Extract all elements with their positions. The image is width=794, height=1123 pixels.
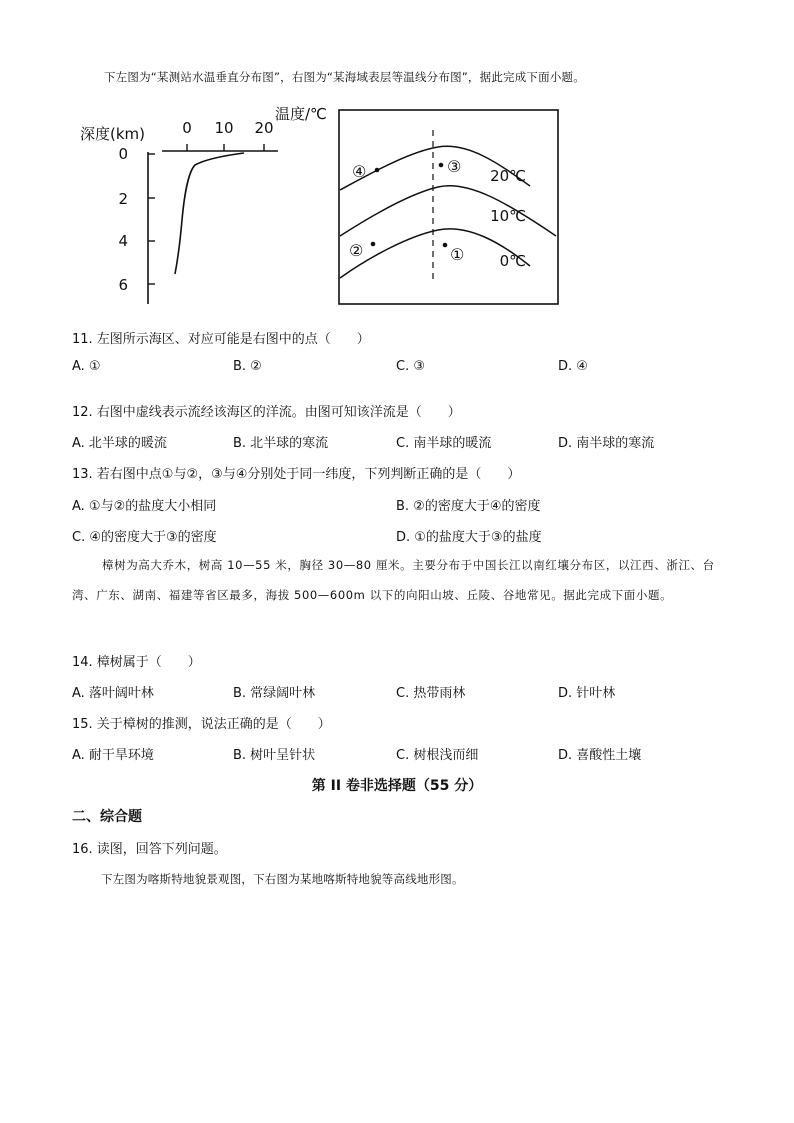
point-4-marker <box>375 168 380 173</box>
isotherm-label-20: 20℃ <box>490 167 526 185</box>
question-16-stem: 16. 读图，回答下列问题。 <box>72 842 227 857</box>
q15-option-b: B. 树叶呈针状 <box>233 748 316 763</box>
point-1-marker <box>443 243 448 248</box>
point-4-label: ④ <box>352 162 367 181</box>
section-two-heading: 二、综合题 <box>72 809 142 825</box>
question-16-intro: 下左图为喀斯特地貌景观图，下右图为某地喀斯特地貌等高线地形图。 <box>101 872 464 886</box>
x-tick-0: 0 <box>182 119 192 137</box>
q15-option-a: A. 耐干旱环境 <box>72 748 154 763</box>
isotherm-label-10: 10℃ <box>490 207 526 225</box>
camphor-passage: 樟树为高大乔木，树高 10—55 米，胸径 30—80 厘米。主要分布于中国长江以南红壤分布区，以江西、浙江、台湾、广东、湖南、福建等省区最多，海拔 500—600m 以下的向阳山坡、丘陵、谷地常见。据此完成下面小题。 <box>72 558 715 602</box>
isotherm-map <box>338 108 560 306</box>
q13-option-a: A. ①与②的盐度大小相同 <box>72 499 217 514</box>
point-3-marker <box>439 163 444 168</box>
point-1-label: ① <box>450 245 465 264</box>
y-tick-2: 2 <box>118 190 128 208</box>
intro-text-1: 下左图为“某测站水温垂直分布图”，右图为“某海域表层等温线分布图”，据此完成下面小题。 <box>104 70 585 84</box>
y-axis-title: 深度(km) <box>80 125 146 143</box>
question-11-stem: 11. 左图所示海区、对应可能是右图中的点（ ） <box>72 332 370 347</box>
q12-option-a: A. 北半球的暖流 <box>72 436 167 451</box>
question-12-stem: 12. 右图中虚线表示流经该海区的洋流。由图可知该洋流是（ ） <box>72 405 461 420</box>
q14-option-b: B. 常绿阔叶林 <box>233 686 316 701</box>
y-tick-0: 0 <box>118 145 128 163</box>
point-3-label: ③ <box>447 157 462 176</box>
point-2-marker <box>371 242 376 247</box>
q11-option-c: C. ③ <box>396 359 425 374</box>
q13-option-b: B. ②的密度大于④的密度 <box>396 499 541 514</box>
q12-option-b: B. 北半球的寒流 <box>233 436 329 451</box>
q14-option-c: C. 热带雨林 <box>396 686 466 701</box>
x-tick-10: 10 <box>214 119 234 137</box>
y-tick-4: 4 <box>118 232 128 250</box>
water-temperature-chart <box>76 105 327 310</box>
q14-option-d: D. 针叶林 <box>558 686 616 701</box>
point-2-label: ② <box>349 241 364 260</box>
temperature-curve <box>175 153 244 274</box>
x-axis-title: 温度/℃ <box>275 105 327 123</box>
y-tick-6: 6 <box>118 276 128 294</box>
q15-option-c: C. 树根浅而细 <box>396 748 479 763</box>
q12-option-c: C. 南半球的暖流 <box>396 436 492 451</box>
section-ii-title: 第 II 卷非选择题（55 分） <box>311 778 483 794</box>
q13-option-d: D. ①的盐度大于③的盐度 <box>396 530 542 545</box>
question-14-stem: 14. 樟树属于（ ） <box>72 655 201 670</box>
q11-option-b: B. ② <box>233 359 262 374</box>
q14-option-a: A. 落叶阔叶林 <box>72 686 154 701</box>
q13-option-c: C. ④的密度大于③的密度 <box>72 530 217 545</box>
q11-option-d: D. ④ <box>558 359 588 374</box>
q12-option-d: D. 南半球的寒流 <box>558 436 655 451</box>
question-13-stem: 13. 若右图中点①与②，③与④分别处于同一纬度，下列判断正确的是（ ） <box>72 467 521 482</box>
question-15-stem: 15. 关于樟树的推测，说法正确的是（ ） <box>72 717 331 732</box>
q11-option-a: A. ① <box>72 359 101 374</box>
q15-option-d: D. 喜酸性土壤 <box>558 748 642 763</box>
isotherm-label-0: 0℃ <box>499 252 526 270</box>
x-tick-20: 20 <box>254 119 274 137</box>
